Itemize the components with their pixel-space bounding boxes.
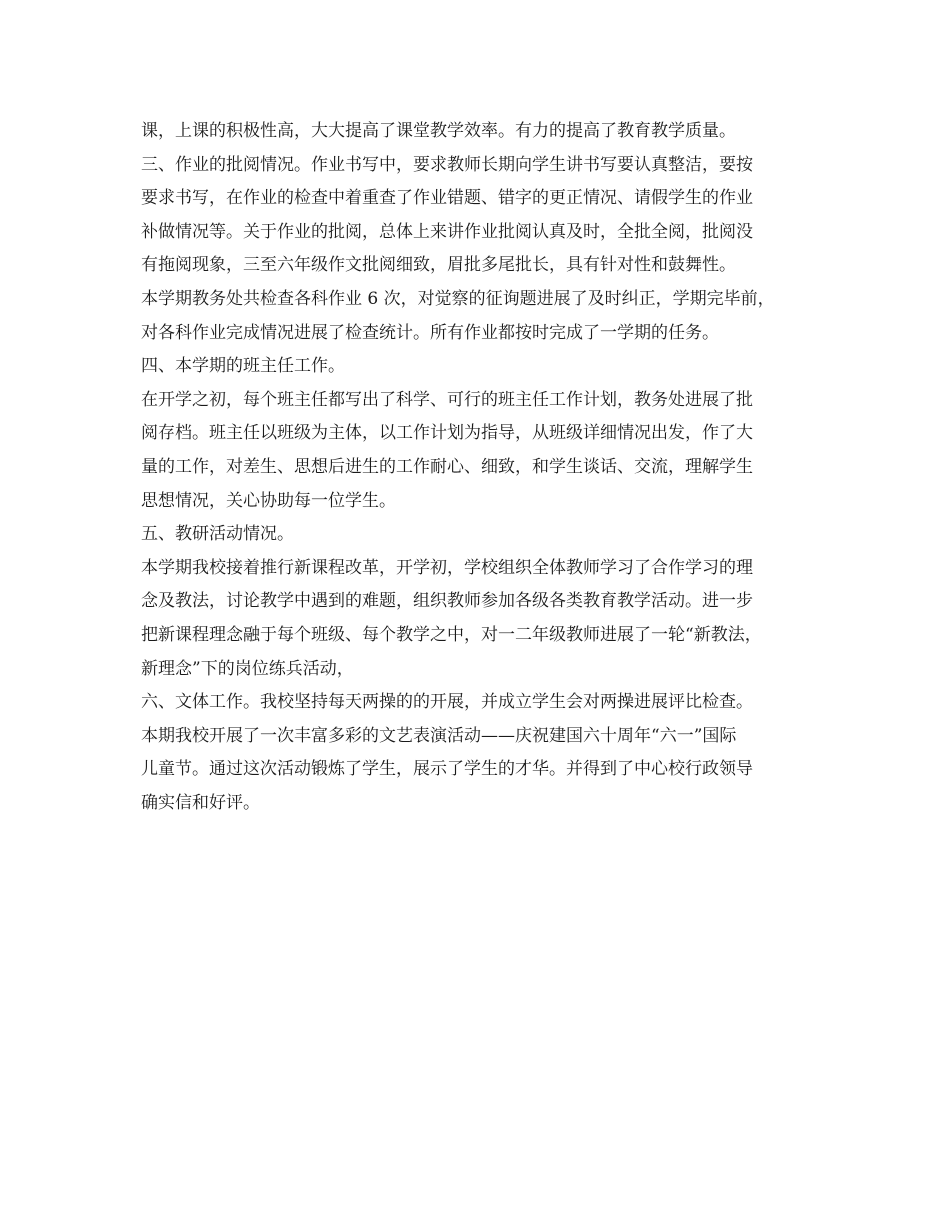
section-heading: 四、本学期的班主任工作。 (141, 356, 345, 377)
text-line: 对各科作业完成情况进展了检查统计。所有作业都按时完成了一学期的任务。 (141, 322, 719, 343)
text-line: 六、文体工作。我校坚持每天两操的的开展，并成立学生会对两操进展评比检查。 (141, 692, 753, 713)
text-line: 三、作业的批阅情况。作业书写中，要求教师长期向学生讲书写要认真整洁，要按 (141, 154, 753, 175)
text-line: 本期我校开展了一次丰富多彩的文艺表演活动——庆祝建国六十周年“六一”国际 (141, 725, 737, 746)
section-heading: 五、教研活动情况。 (141, 524, 294, 545)
text-line: 有拖阅现象，三至六年级作文批阅细致，眉批多尾批长，具有针对性和鼓舞性。 (141, 255, 736, 276)
text-line: 把新课程理念融于每个班级、每个教学之中，对一二年级教师进展了一轮“新教法， (141, 624, 762, 645)
body-text (141, 115, 831, 820)
text-line: 在开学之初，每个班主任都写出了科学、可行的班主任工作计划，教务处进展了批 (141, 389, 753, 410)
text-line: 思想情况，关心协助每一位学生。 (141, 490, 396, 511)
text-line: 儿童节。通过这次活动锻炼了学生，展示了学生的才华。并得到了中心校行政领导 (141, 759, 753, 780)
text-line: 量的工作，对差生、思想后进生的工作耐心、细致，和学生谈话、交流，理解学生 (141, 456, 753, 477)
text-line: 本学期我校接着推行新课程改革，开学初，学校组织全体教师学习了合作学习的理 (141, 557, 753, 578)
text-line: 新理念”下的岗位练兵活动， (141, 658, 354, 679)
text-line: 念及教法，讨论教学中遇到的难题，组织教师参加各级各类教育教学活动。进一步 (141, 591, 753, 612)
text-line: 本学期教务处共检查各科作业 6 次，对觉察的征询题进展了及时纠正，学期完毕前， (141, 288, 775, 309)
text-line: 补做情况等。关于作业的批阅，总体上来讲作业批阅认真及时，全批全阅，批阅没 (141, 221, 753, 242)
text-line: 课，上课的积极性高，大大提高了课堂教学效率。有力的提高了教育教学质量。 (141, 121, 736, 141)
text-line: 确实信和好评。 (141, 792, 260, 813)
text-line: 阅存档。班主任以班级为主体，以工作计划为指导，从班级详细情况出发，作了大 (141, 423, 753, 444)
text-line: 要求书写，在作业的检查中着重查了作业错题、错字的更正情况、请假学生的作业 (141, 188, 753, 209)
